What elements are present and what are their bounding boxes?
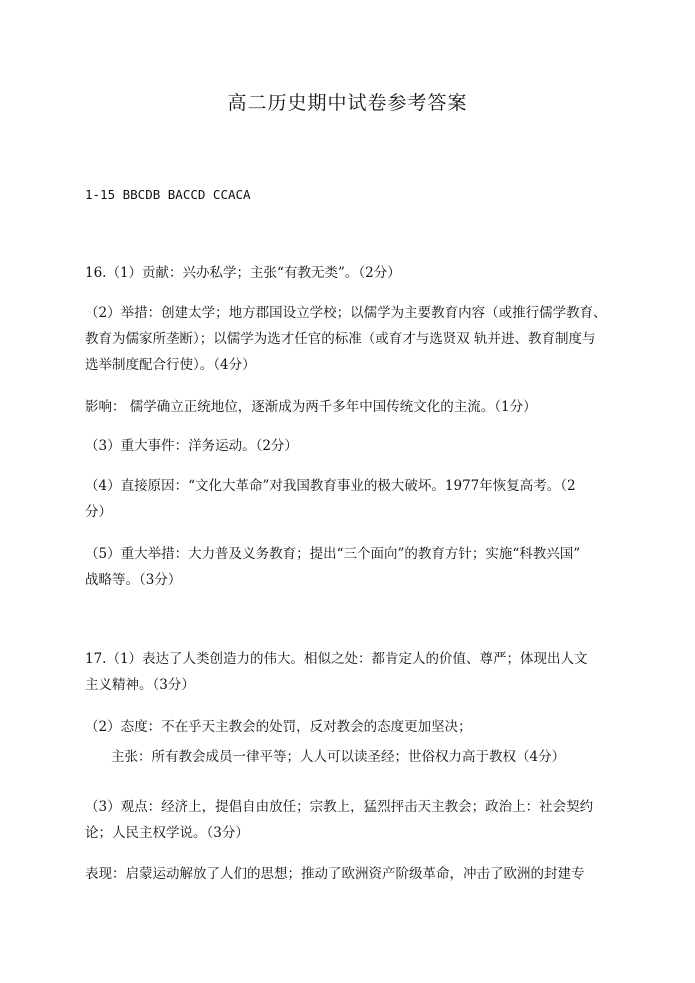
q16-part5-line1: （5）重大举措：大力普及义务教育；提出“三个面向”的教育方针；实施“科教兴国”	[85, 546, 581, 562]
q17-part1-line2: 主义精神。（3分）	[85, 677, 195, 693]
q16-part4-line1: （4）直接原因：“文化大革命”对我国教育事业的极大破坏。1977年恢复高考。（2	[85, 478, 576, 494]
multiple-choice-answers: 1-15 BBCDB BACCD CCACA	[85, 187, 251, 202]
q17-part2-line1: （2）态度：不在乎天主教会的处罚，反对教会的态度更加坚决；	[85, 719, 472, 735]
q17-part3-line2: 论；人民主权学说。（3分）	[85, 825, 249, 841]
q16-part3: （3）重大事件：洋务运动。（2分）	[85, 438, 298, 454]
q16-part2-line1: （2）举措：创建太学；地方郡国设立学校；以儒学为主要教育内容（或推行儒学教育、	[85, 305, 607, 321]
q16-part2-line2: 教育为儒家所垄断）；以儒学为选才任官的标准（或育才与选贤双 轨并进、教育制度与	[85, 331, 596, 347]
q17-part3-line1: （3）观点：经济上，提倡自由放任；宗教上，猛烈抨击天主教会；政治上：社会契约	[85, 799, 594, 815]
q16-part1: 16.（1）贡献：兴办私学；主张“有教无类”。（2分）	[85, 265, 401, 281]
q17-part3-manifestation: 表现：启蒙运动解放了人们的思想；推动了欧洲资产阶级革命，冲击了欧洲的封建专	[85, 866, 585, 882]
page-title: 高二历史期中试卷参考答案	[227, 92, 468, 114]
q16-part2-impact: 影响： 儒学确立正统地位，逐渐成为两千多年中国传统文化的主流。（1分）	[85, 399, 537, 415]
q16-part2-line3: 选举制度配合行使）。（4分）	[85, 357, 256, 373]
q17-part2-line2: 主张：所有教会成员一律平等；人人可以读圣经；世俗权力高于教权（4分）	[111, 749, 566, 765]
q17-part1-line1: 17.（1）表达了人类创造力的伟大。相似之处：都肯定人的价值、尊严；体现出人文	[85, 651, 588, 667]
q16-part4-line2: 分）	[85, 504, 112, 520]
q16-part5-line2: 战略等。（3分）	[85, 572, 182, 588]
